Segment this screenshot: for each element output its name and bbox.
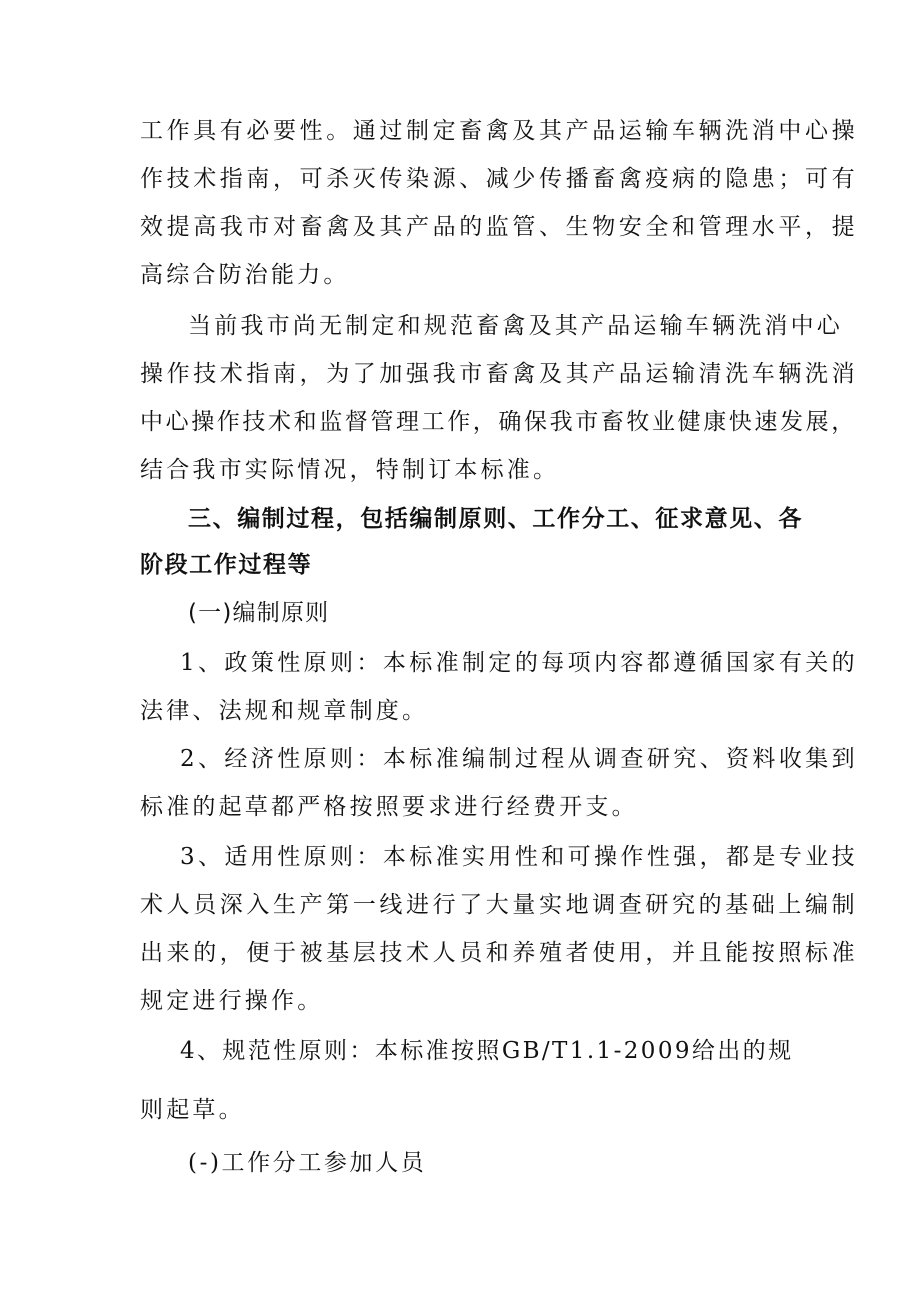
item-2-line-2: 标准的起草都严格按照要求进行经费开支。 xyxy=(140,794,638,820)
paragraph-2-line-4: 结合我市实际情况，特制订本标准。 xyxy=(140,457,560,483)
item-1-line-1: 1、政策性原则：本标准制定的每项内容都遵循国家有关的 xyxy=(180,650,859,676)
section-3-heading-line-2: 阶段工作过程等 xyxy=(140,552,313,578)
paragraph-2-line-1: 当前我市尚无制定和规范畜禽及其产品运输车辆洗消中心 xyxy=(188,313,843,339)
section-3-heading-line-1: 三、编制过程，包括编制原则、工作分工、征求意见、各 xyxy=(188,506,803,532)
item-3-line-2: 术人员深入生产第一线进行了大量实地调查研究的基础上编制 xyxy=(140,892,859,918)
paragraph-1-line-2: 作技术指南，可杀灭传染源、减少传播畜禽疫病的隐患；可有 xyxy=(140,166,859,192)
item-2-line-1: 2、经济性原则：本标准编制过程从调查研究、资料收集到 xyxy=(180,746,859,772)
item-3-line-3: 出来的，便于被基层技术人员和养殖者使用，并且能按照标准 xyxy=(140,940,859,966)
paragraph-1-line-3: 效提高我市对畜禽及其产品的监管、生物安全和管理水平，提 xyxy=(140,214,859,240)
paragraph-1-line-4: 高综合防治能力。 xyxy=(140,262,350,288)
item-1-line-2: 法律、法规和规章制度。 xyxy=(140,698,429,724)
subheading-work-division: (-)工作分工参加人员 xyxy=(188,1150,427,1176)
item-4-line-2: 则起草。 xyxy=(140,1097,245,1123)
paragraph-1-line-1: 工作具有必要性。通过制定畜禽及其产品运输车辆洗消中心操 xyxy=(140,118,859,144)
item-3-line-1: 3、适用性原则：本标准实用性和可操作性强，都是专业技 xyxy=(180,844,859,870)
paragraph-2-line-3: 中心操作技术和监督管理工作，确保我市畜牧业健康快速发展， xyxy=(140,409,857,435)
item-3-line-4: 规定进行操作。 xyxy=(140,988,324,1014)
subheading-compilation-principles: (一)编制原则 xyxy=(188,600,330,626)
paragraph-2-line-2: 操作技术指南，为了加强我市畜禽及其产品运输清洗车辆洗消 xyxy=(140,361,859,387)
item-4-line-1: 4、规范性原则：本标准按照GB/T1.1-2009给出的规 xyxy=(180,1038,794,1064)
